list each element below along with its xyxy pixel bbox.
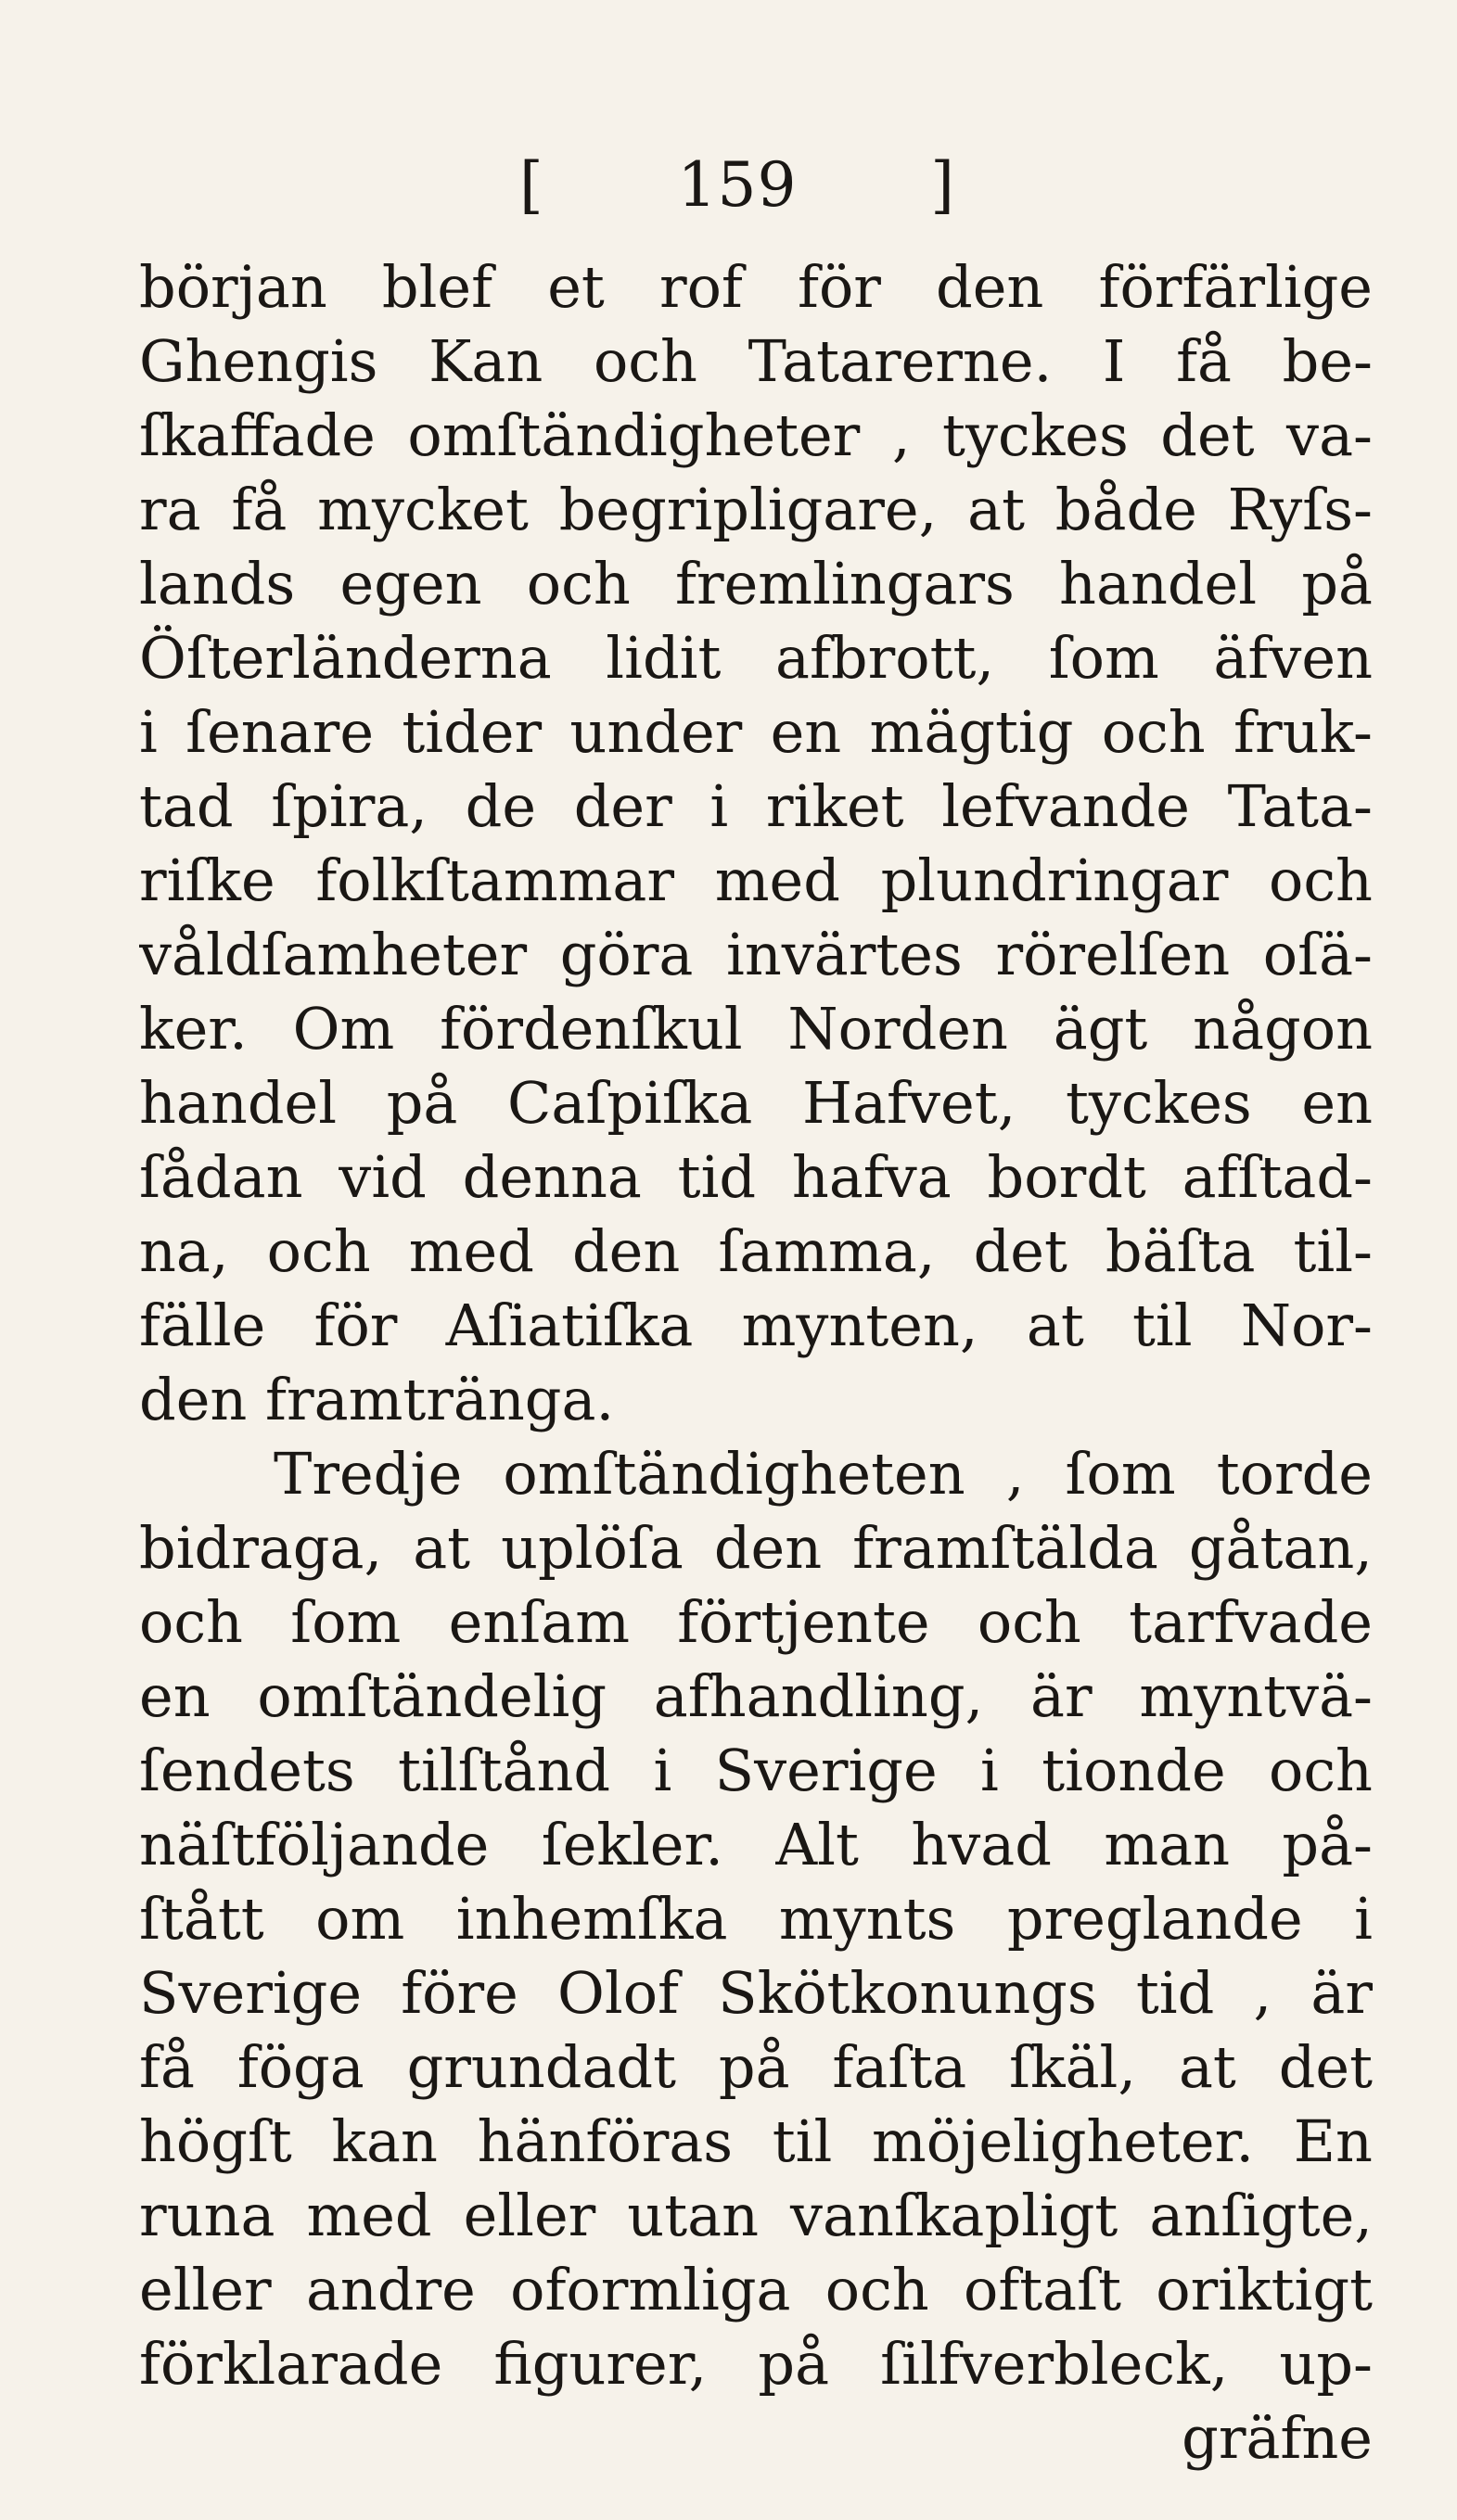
text-line: Öſterländerna lidit afbrott, ſom äfven (139, 624, 1373, 692)
text-line: riſke folkſtammar med plundringar och (139, 846, 1373, 914)
text-line: ſkaffade omſtändigheter , tyckes det va- (139, 401, 1373, 469)
text-line: en omſtändelig afhandling, är myntvä- (139, 1662, 1373, 1730)
text-line: Sverige före Olof Skötkonungs tid , är (139, 1959, 1373, 2027)
text-line: och ſom enſam förtjente och tarfvade (139, 1588, 1373, 1656)
text-line: våldſamheter göra invärtes rörelſen oſä- (139, 921, 1373, 988)
page-header (519, 139, 955, 232)
header-bracket-left: [ (519, 149, 544, 221)
text-line: början blef et rof för den förfärlige (139, 253, 1373, 321)
text-line-paragraph-start: Tredje omſtändigheten , ſom torde (274, 1440, 1373, 1508)
text-line: ſendets tilſtånd i Sverige i tionde och (139, 1737, 1373, 1804)
text-line: ſtått om inhemſka mynts preglande i (139, 1885, 1373, 1953)
body-text (139, 250, 1373, 2472)
text-line: na, och med den ſamma, det bäſta til- (139, 1217, 1373, 1285)
text-line: bidraga, at uplöſa den framſtälda gåtan, (139, 1514, 1373, 1582)
text-line-paragraph-end: den framtränga. (139, 1366, 615, 1433)
text-line: tad ſpira, de der i riket lefvande Tata- (139, 772, 1373, 840)
text-line: högſt kan hänföras til möjeligheter. En (139, 2107, 1373, 2175)
text-line: Ghengis Kan och Tatarerne. I få be- (139, 327, 1373, 395)
text-line: i ſenare tider under en mägtig och fruk- (139, 698, 1373, 766)
text-line: ſådan vid denna tid hafva bordt afſtad- (139, 1143, 1373, 1211)
text-line: förklarade figurer, på ſilfverbleck, up- (139, 2330, 1373, 2398)
catchword: gräfne (1182, 2404, 1373, 2472)
text-line: runa med eller utan vanſkapligt anſigte, (139, 2182, 1373, 2249)
text-line: näſtföljande ſekler. Alt hvad man på- (139, 1811, 1373, 1878)
page-number: 159 (677, 149, 798, 221)
text-line: få föga grundadt på faſta ſkäl, at det (139, 2033, 1373, 2101)
text-line: ra få mycket begripligare, at både Ryſs- (139, 476, 1373, 543)
text-line: lands egen och fremlingars handel på (139, 550, 1373, 617)
text-line: ker. Om fördenſkul Norden ägt någon (139, 995, 1373, 1063)
text-line: fälle för Aſiatiſka mynten, at til Nor- (139, 1292, 1373, 1359)
text-line: handel på Caſpiſka Hafvet, tyckes en (139, 1069, 1373, 1137)
header-bracket-right: ] (930, 149, 955, 221)
text-line: eller andre oformliga och oftaſt oriktigt (139, 2256, 1373, 2323)
